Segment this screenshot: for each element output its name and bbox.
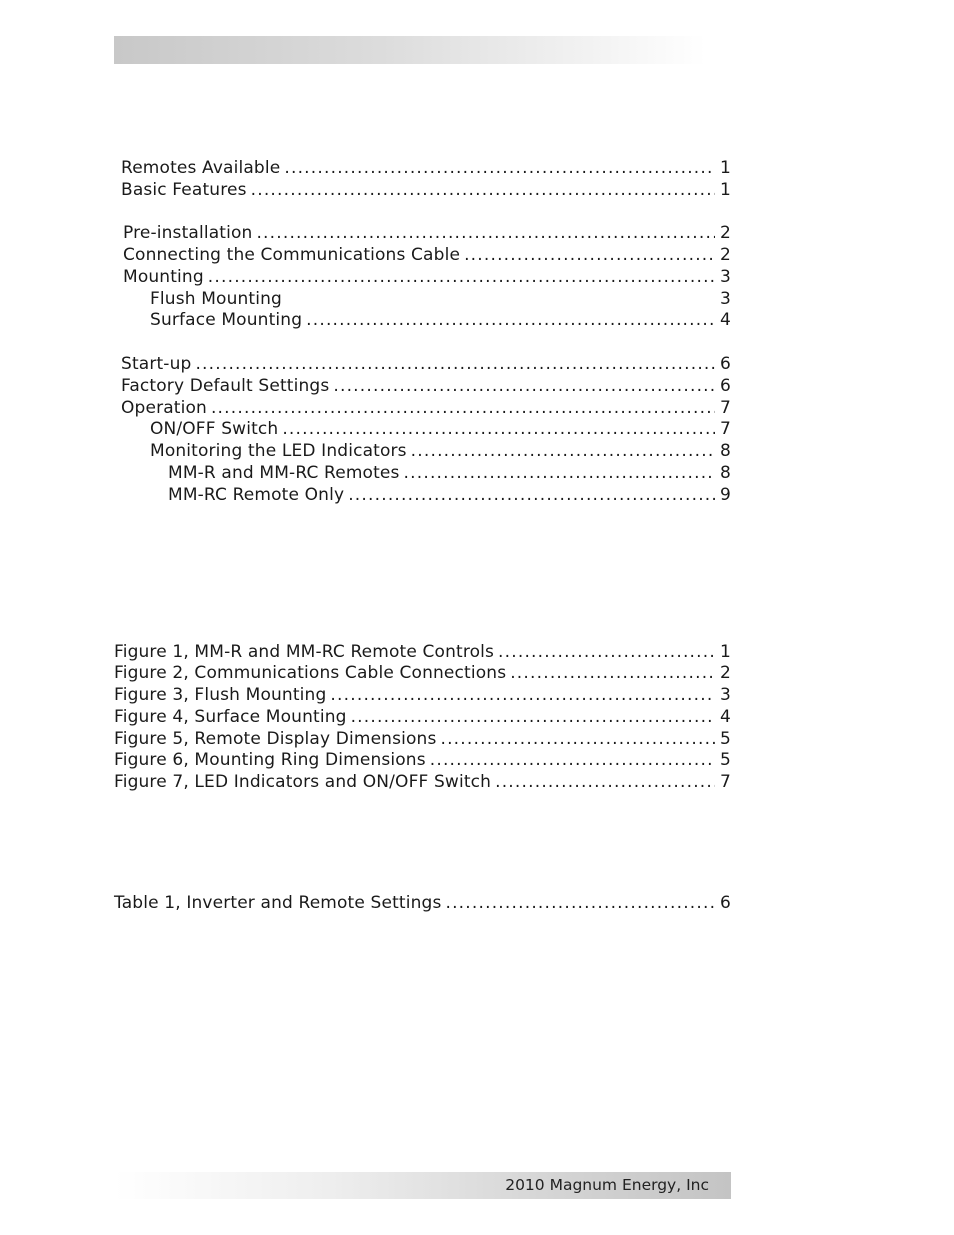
dot-leader xyxy=(510,662,715,684)
footer-copyright: 2010 Magnum Energy, Inc xyxy=(505,1176,709,1194)
figure-entry-label: Figure 3, Flush Mounting xyxy=(114,685,327,705)
toc-entry-page: 1 xyxy=(720,180,731,200)
figure-entry-page: 1 xyxy=(720,642,731,662)
toc-entry[interactable] xyxy=(168,462,731,484)
toc-entry-page: 9 xyxy=(720,485,731,505)
toc-entry-label: ON/OFF Switch xyxy=(150,419,279,439)
table-entry-label: Table 1, Inverter and Remote Settings xyxy=(114,893,442,913)
dot-leader xyxy=(495,771,715,793)
toc-entry[interactable] xyxy=(123,244,731,266)
figure-entry[interactable] xyxy=(114,749,731,771)
dot-leader xyxy=(351,706,715,728)
toc-entry-page: 3 xyxy=(720,267,731,287)
toc-entry-label: Factory Default Settings xyxy=(121,376,330,396)
toc-entry[interactable] xyxy=(150,418,731,440)
figure-entry-page: 2 xyxy=(720,663,731,683)
toc-entry-page: 8 xyxy=(720,441,731,461)
dot-leader xyxy=(251,179,715,201)
figure-entry-page: 5 xyxy=(720,729,731,749)
figure-entry[interactable] xyxy=(114,684,731,706)
toc-entry-label: Mounting xyxy=(123,267,204,287)
toc-entry-label: Flush Mounting xyxy=(150,289,282,309)
dot-leader xyxy=(284,157,715,179)
toc-entry[interactable] xyxy=(121,179,731,201)
toc-entry-page: 7 xyxy=(720,419,731,439)
toc-entry[interactable] xyxy=(121,353,731,375)
figure-entry[interactable] xyxy=(114,662,731,684)
figure-entry-label: Figure 4, Surface Mounting xyxy=(114,707,347,727)
figure-entry-page: 3 xyxy=(720,685,731,705)
toc-entry[interactable] xyxy=(121,157,731,179)
toc-entry-page: 6 xyxy=(720,354,731,374)
dot-leader xyxy=(256,222,715,244)
figure-entry-page: 5 xyxy=(720,750,731,770)
toc-entry-label: Operation xyxy=(121,398,207,418)
dot-leader xyxy=(464,244,715,266)
dot-leader xyxy=(282,418,715,440)
toc-entry-label: Basic Features xyxy=(121,180,247,200)
dot-leader xyxy=(330,684,715,706)
dot-leader xyxy=(411,440,715,462)
toc-entry-label: Surface Mounting xyxy=(150,310,303,330)
toc-entry-label: MM-R and MM-RC Remotes xyxy=(168,463,400,483)
toc-entry-page: 6 xyxy=(720,376,731,396)
figure-entry-label: Figure 6, Mounting Ring Dimensions xyxy=(114,750,426,770)
dot-leader xyxy=(333,375,715,397)
toc-entry-page: 2 xyxy=(720,245,731,265)
toc-entry-page: 3 xyxy=(720,289,731,309)
toc-entry[interactable] xyxy=(168,484,731,506)
table-entry[interactable] xyxy=(114,892,731,914)
toc-entry-page: 8 xyxy=(720,463,731,483)
toc-entry-label: Monitoring the LED Indicators xyxy=(150,441,407,461)
dot-leader xyxy=(348,484,715,506)
toc-entry[interactable] xyxy=(123,266,731,288)
figure-entry-page: 4 xyxy=(720,707,731,727)
figure-entry-label: Figure 7, LED Indicators and ON/OFF Switch xyxy=(114,772,492,792)
header-band xyxy=(114,36,706,64)
dot-leader xyxy=(195,353,715,375)
figure-entry[interactable] xyxy=(114,728,731,750)
toc-entry-page: 7 xyxy=(720,398,731,418)
dot-leader xyxy=(440,728,715,750)
dot-leader xyxy=(208,266,715,288)
dot-leader xyxy=(211,397,715,419)
dot-leader xyxy=(498,641,715,663)
table-entry-page: 6 xyxy=(720,893,731,913)
toc-entry-page: 2 xyxy=(720,223,731,243)
figure-entry-label: Figure 2, Communications Cable Connections xyxy=(114,663,507,683)
dot-leader xyxy=(445,892,715,914)
figure-entry-label: Figure 5, Remote Display Dimensions xyxy=(114,729,437,749)
toc-entry-label: Connecting the Communications Cable xyxy=(123,245,461,265)
toc-entry[interactable] xyxy=(121,375,731,397)
toc-entry[interactable] xyxy=(123,222,731,244)
figure-entry-label: Figure 1, MM-R and MM-RC Remote Controls xyxy=(114,642,495,662)
toc-entry[interactable] xyxy=(150,288,731,310)
footer-band xyxy=(114,1172,731,1199)
toc-entry-label: Remotes Available xyxy=(121,158,281,178)
dot-leader xyxy=(404,462,716,484)
figure-entry[interactable] xyxy=(114,641,731,663)
toc-entry-label: Pre-installation xyxy=(123,223,253,243)
dot-leader xyxy=(430,749,715,771)
toc-entry-label: MM-RC Remote Only xyxy=(168,485,345,505)
figure-entry[interactable] xyxy=(114,706,731,728)
toc-entry-page: 4 xyxy=(720,310,731,330)
toc-entry[interactable] xyxy=(150,440,731,462)
figure-entry-page: 7 xyxy=(720,772,731,792)
toc-entry[interactable] xyxy=(150,309,731,331)
toc-entry-label: Start-up xyxy=(121,354,192,374)
figure-entry[interactable] xyxy=(114,771,731,793)
toc-entry-page: 1 xyxy=(720,158,731,178)
dot-leader xyxy=(306,309,715,331)
toc-entry[interactable] xyxy=(121,397,731,419)
